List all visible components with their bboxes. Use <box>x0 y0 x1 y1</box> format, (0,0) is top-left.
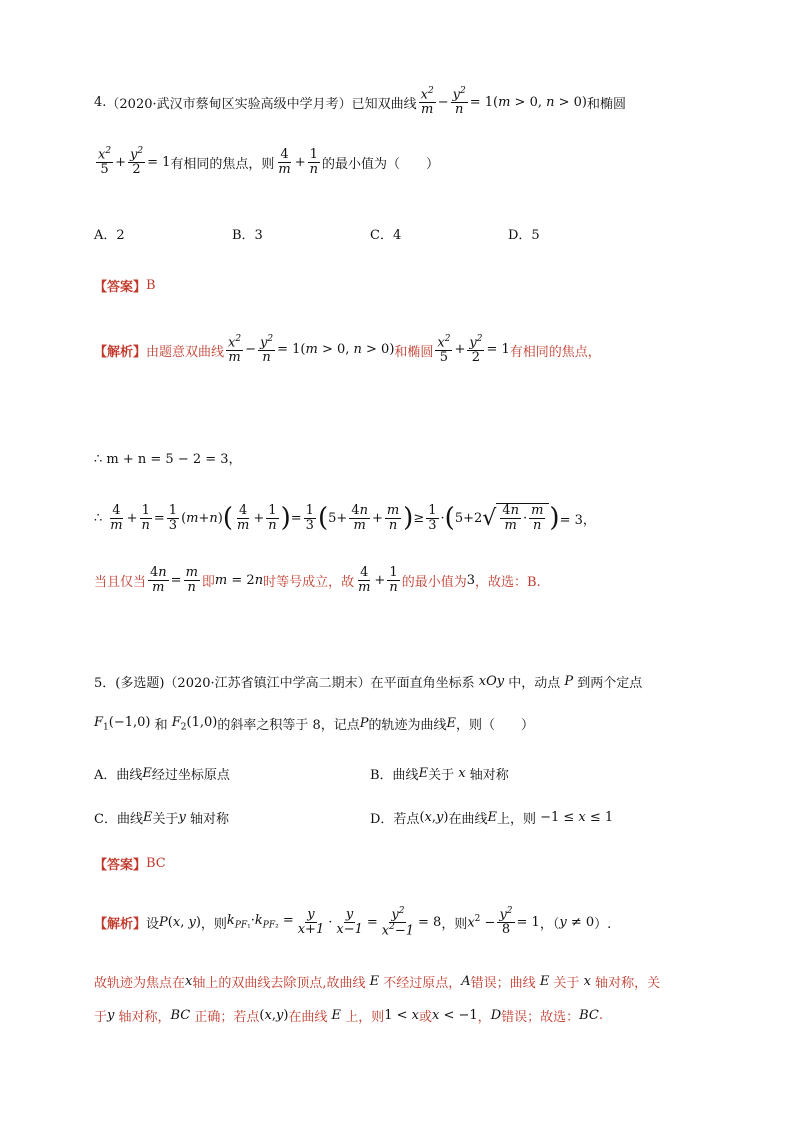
frac-x2-5: $\frac{x^2}{5}$ <box>98 146 112 178</box>
q4-analysis-c: 有相同的焦点， <box>509 344 601 360</box>
q4-step3-d: 的最小值为 <box>401 574 467 590</box>
frac-4-m: $\frac{4}{m}$ <box>278 146 291 177</box>
q5-stem-e: 的轨迹为曲线 <box>368 718 447 733</box>
q4-step3-b: 即 <box>201 574 215 590</box>
frac-y2-2: $\frac{y^2}{2}$ <box>129 146 144 178</box>
q5-analysis-label: 【解析】 <box>94 916 147 932</box>
q4-step2-equation: ∴ $\frac{4}{m}$ + $\frac{1}{n}$ = $\frac{1}{3}$ (m+n) ( $\frac{4}{m}$ + $\frac{1}{n}$ ) = $\frac{1}{3}$ ( 5+ $\frac{4n}{m}$ + $\frac{m}{n}$ ) ≥ $\frac{1}{3}$ · ( 5+2 √ $\frac{4n}{m}$ · $\frac{m}{n}$ ) = 3， <box>94 502 596 533</box>
q5-stem-c: 到两个定点 <box>577 676 643 691</box>
q4-option-c[interactable]: C．4 <box>370 228 402 243</box>
q4-option-a[interactable]: A．2 <box>94 228 125 243</box>
q4-option-b[interactable]: B．3 <box>232 228 263 243</box>
q4-option-d[interactable]: D．5 <box>508 228 540 243</box>
q4-analysis-b: 和椭圆 <box>394 344 434 360</box>
q4-step3-c: 时等号成立，故 <box>263 574 355 590</box>
q4-answer <box>94 276 156 295</box>
q5-stem-a: (多选题)（2020·江苏省镇江中学高二期末）在平面直角坐标系 <box>115 676 475 691</box>
q4-analysis: 【解析】 由题意双曲线 $\frac{x^2}{m}$ − $\frac{y^2}{n}$ = 1(m > 0, n > 0) 和椭圆 $\frac{x^2}{5}$ + $\frac{y^2}{2}$ = 1 有相同的焦点， <box>94 334 601 366</box>
q5-option-d[interactable]: D．若点 (x,y) 在曲线 E 上，则 −1 ≤ x ≤ 1 <box>370 810 614 827</box>
q4-stem-line1: 4. （2020·武汉市蔡甸区实验高级中学月考） 已知双曲线 $\frac{x^2}{m}$ − $\frac{y^2}{n}$ = 1(m > 0, n > 0) 和椭圆 <box>94 86 627 118</box>
q4-stem-line2: $\frac{x^2}{5}$ + $\frac{y^2}{2}$ = 1 有相同的焦点，则 $\frac{4}{m}$ + $\frac{1}{n}$ 的最小值为（ ） <box>98 146 440 178</box>
q4-stem-d: 的最小值为（ ） <box>322 156 440 172</box>
q5-option-a[interactable]: A．曲线 E 经过坐标原点 <box>94 766 230 783</box>
q4-stem-a: 已知双曲线 <box>351 96 417 112</box>
q5-stem-b: 中，动点 <box>508 676 561 691</box>
q5-conclusion-line1: 故轨迹为焦点在 x 轴上的双曲线去除顶点,故曲线 E 不经过原点， A 错误；曲线 E 关于 x 轴对称，关 <box>94 974 661 991</box>
q5-answer-label: 【答案】 <box>94 858 147 873</box>
q5-answer <box>94 854 166 873</box>
frac-y2-n: $\frac{y^2}{n}$ <box>452 86 466 118</box>
q5-number: 5． <box>94 676 116 691</box>
q4-answer-label: 【答案】 <box>94 280 147 295</box>
q4-source: （2020·武汉市蔡甸区实验高级中学月考） <box>106 96 352 112</box>
q5-option-c[interactable]: C．曲线 E 关于 y 轴对称 <box>94 810 229 827</box>
q5-stem-line1: 5． (多选题)（2020·江苏省镇江中学高二期末）在平面直角坐标系 xOy 中，动点 P 到两个定点 <box>94 674 643 691</box>
frac-1-n: $\frac{1}{n}$ <box>309 146 318 177</box>
q5-stem-f: ，则（ ） <box>456 718 535 733</box>
q5-option-b[interactable]: B．曲线 E 关于 x 轴对称 <box>370 766 509 783</box>
q5-stem-d: 的斜率之积等于 8，记点 <box>217 718 360 733</box>
q4-step1: ∴ m + n = 5 − 2 = 3， <box>94 452 242 467</box>
q4-stem-c: 有相同的焦点，则 <box>170 156 275 172</box>
q4-stem-b: 和椭圆 <box>587 96 627 112</box>
q4-step3-a: 当且仅当 <box>94 574 147 590</box>
q5-analysis: 【解析】 设 P(x, y) ，则 $k_{PF_1}\cdot k_{PF_2}$ = $\frac{y}{x+1}$ · $\frac{y}{x-1}$ = $\frac{y^2}{x^2-1}$ = 8 ，则 $x^2$ − $\frac{y^2}{8}$ = 1 ，（ y ≠ 0 ）. <box>94 905 612 938</box>
q4-step3: 当且仅当 $\frac{4n}{m}$ = $\frac{m}{n}$ 即 m = 2n 时等号成立，故 $\frac{4}{m}$ + $\frac{1}{n}$ 的最小值为 3 ，故选：B. <box>94 564 541 595</box>
q5-conclusion-line2: 于 y 轴对称， BC 正确；若点 (x,y) 在曲线 E 上，则 1 < x 或 x < −1 ， D 错误；故选： BC . <box>94 1008 604 1025</box>
q4-step3-f: ，故选：B. <box>474 574 541 590</box>
q5-answer-value: BC <box>146 856 166 871</box>
q5-stem-line2: $F_1(-1,0)$ 和 $F_2(1,0)$ 的斜率之积等于 8，记点 P 的轨迹为曲线 E ，则（ ） <box>94 714 535 733</box>
q4-step3-e: 3 <box>466 572 475 588</box>
frac-x2-m: $\frac{x^2}{m}$ <box>420 86 434 118</box>
q4-number: 4. <box>94 94 107 110</box>
q4-analysis-a: 由题意双曲线 <box>146 344 225 360</box>
q4-analysis-label: 【解析】 <box>94 344 147 360</box>
q4-answer-value: B <box>146 278 156 293</box>
